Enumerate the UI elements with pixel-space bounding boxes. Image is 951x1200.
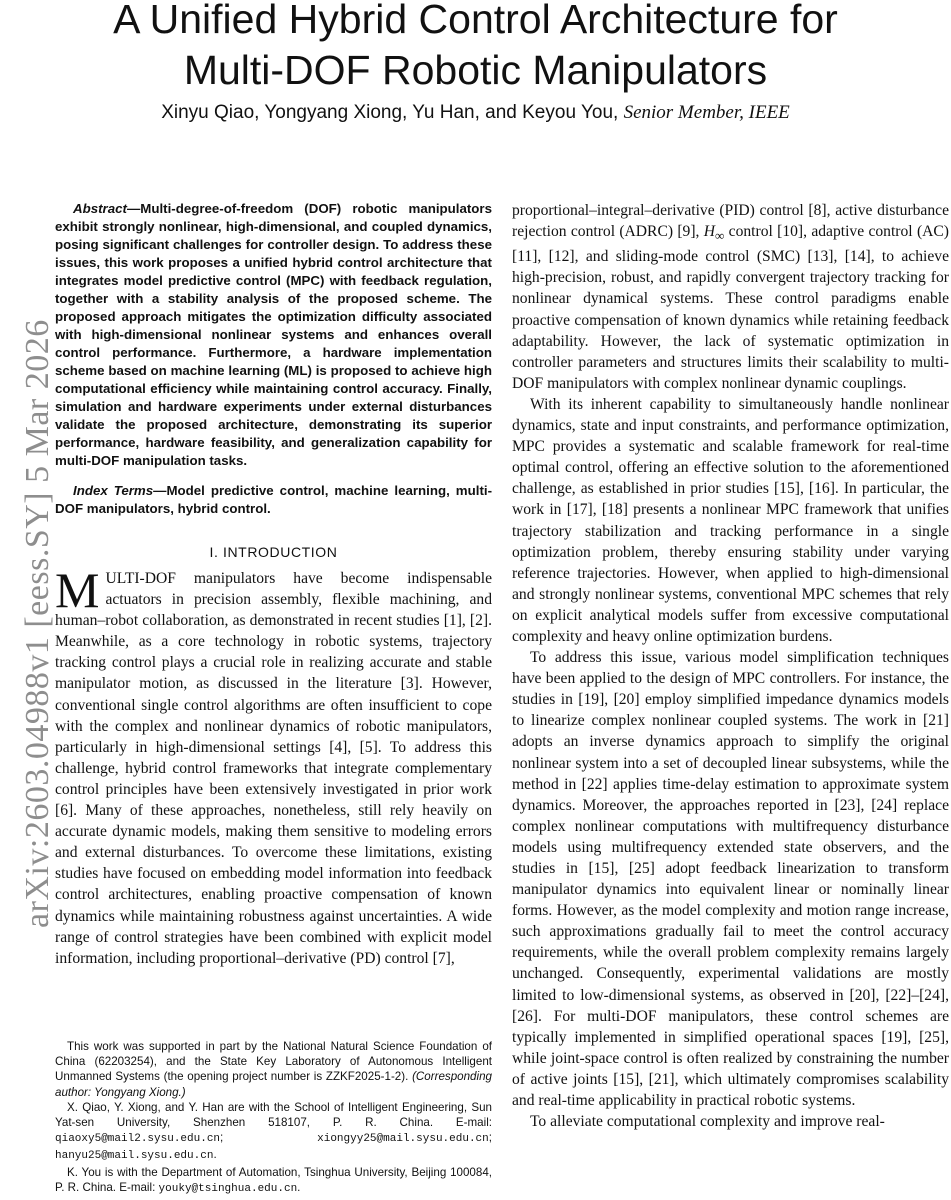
intro-p1-cont-b: control [10], adaptive control (AC) [11], [12], and sliding-mode control (SMC) [13], [14], to achieve high-precision, robust, and rapidly convergent trajectory tracking for nonlinear dynamical systems. These control paradigms enable proactive compensation of known dynamics while retaining feedback adaptability. However, the lack of systematic optimization in controller parameters and structures limits their scalability to multi-DOF manipulators with complex nonlinear dynamic couplings.	[512, 223, 949, 392]
arxiv-identifier: arXiv:2603.04988v1 [eess.SY] 5 Mar 2026	[19, 319, 56, 928]
paper-title	[0, 0, 951, 96]
email-link-qiao[interactable]: qiaoxy5@mail2.sysu.edu.cn	[55, 1133, 221, 1146]
section-heading-introduction: I. INTRODUCTION	[209, 544, 338, 560]
footnote-affiliation-tsinghua-text: K. You is with the Department of Automation, Tsinghua University, Beijing 100084, P. R. China. E-mail:	[55, 1165, 492, 1194]
title-line-2: Multi-DOF Robotic Manipulators	[183, 47, 768, 93]
intro-paragraph-1-continued	[512, 200, 949, 394]
drop-cap: M	[55, 562, 100, 618]
footnote-affiliation-sysu	[55, 1100, 492, 1165]
h-infinity-subscript: ∞	[715, 228, 725, 244]
email-link-xiong[interactable]: xiongyy25@mail.sysu.edu.cn	[317, 1133, 489, 1146]
author-rank: Senior Member, IEEE	[623, 102, 790, 123]
h-infinity-symbol: H	[703, 223, 716, 241]
intro-paragraph-4: To alleviate computational complexity and improve real-	[530, 1113, 885, 1131]
intro-paragraph-2: With its inherent capability to simultaneously handle nonlinear dynamics, state and input constraints, and performance optimization, MPC provides a systematic and scalable framework for real-time optimal control, offering an effective solution to the aforementioned challenge, as established in prior studies [15], [16]. In particular, the work in [17], [18] presents a nonlinear MPC framework that unifies trajectory stabilization and tracking performance in a single optimization problem, thereby ensuring stability under varying reference trajectories. However, when applied to high-dimensional and strongly nonlinear systems, conventional MPC schemes that rely on explicit analytical models suffer from excessive computational complexity and heavy online optimization burdens.	[512, 395, 949, 645]
intro-paragraph-1	[55, 562, 492, 969]
abstract-label: Abstract	[73, 201, 127, 216]
index-terms-label: Index Terms	[73, 483, 154, 498]
corresponding-author-note: (Corresponding author: Yongyang Xiong.)	[55, 1070, 492, 1099]
email-separator-2: ;	[488, 1131, 492, 1145]
intro-paragraph-3: To address this issue, various model simplification techniques have been applied to the design of MPC controllers. For instance, the studies in [19], [20] employ simplified impedance dynamics models to linearize complex nonlinear coupled systems. The work in [21] adopts an inverse dynamics approach to simplify the original nonlinear system into a set of decoupled linear subsystems, while the method in [22] applies time-delay estimation to approximate system dynamics. Moreover, the approaches reported in [23], [24] replace complex nonlinear computations with multifrequency disturbance models using multifrequency extended state observers, and the studies in [15], [25] adopt feedback linearization to transform manipulator dynamics into equivalent linear or nominally linear forms. However, as the model complexity and motion range increase, such approximations gradually fail to meet the control accuracy requirements, while the overall problem complexity remains largely unchanged. Consequently, experimental validations are mostly limited to low-dimensional systems, as observed in [20], [22]–[24], [26]. For multi-DOF manipulators, these control schemes are typically implemented in simplified operational spaces [19], [25], while joint-space control is often realized by constraining the number of active joints [15], [21], which ultimately compromises scalability and real-time applicability in practical robotic systems.	[512, 649, 949, 1110]
email-link-you[interactable]: youky@tsinghua.edu.cn	[158, 1182, 298, 1195]
abstract	[55, 200, 492, 470]
left-column	[55, 200, 492, 969]
footnote-affiliation-sysu-text: X. Qiao, Y. Xiong, and Y. Han are with the School of Intelligent Engineering, Sun Yat-sen University, Shenzhen 518107, P. R. China. E-mail:	[55, 1100, 492, 1130]
index-terms	[55, 482, 492, 518]
author-list	[0, 100, 951, 126]
footnote-funding-text: This work was supported in part by the National Natural Science Foundation of China (62203254), and the State Key Laboratory of Autonomous Intelligent Unmanned Systems (the opening project number is ZZKF2025-1-2).	[55, 1040, 492, 1084]
intro-paragraph-1-text: ULTI-DOF manipulators have become indispensable actuators in precision assembly, flexible machining, and human–robot collaboration, as demonstrated in recent studies [1], [2]. Meanwhile, as a core technology in robotic systems, trajectory tracking control plays a crucial role in realizing accurate and stable manipulator motion, as discussed in the literature [3]. However, conventional single control algorithms are often insufficient to cope with the complex and nonlinear dynamics of robotic manipulators, particularly in high-dimensional settings [4], [5]. To address this challenge, hybrid control frameworks that integrate complementary control principles have been extensively investigated in prior work [6]. Many of these approaches, nonetheless, still rely heavily on accurate dynamic models, making them sensitive to modeling errors and external disturbances. To overcome these limitations, existing studies have focused on embedding model information into feedback control architectures, enabling proactive compensation of known dynamics while maintaining robustness against uncertainties. A wide range of control strategies have been combined with explicit model information, including proportional–derivative (PD) control [7],	[55, 570, 492, 967]
email-end-1: .	[213, 1148, 217, 1162]
right-column	[512, 200, 949, 1132]
email-end-2: .	[297, 1180, 301, 1194]
title-line-1: A Unified Hybrid Control Architecture for	[113, 0, 838, 42]
author-names: Xinyu Qiao, Yongyang Xiong, Yu Han, and Keyou You,	[161, 102, 619, 123]
email-link-han[interactable]: hanyu25@mail.sysu.edu.cn	[55, 1150, 214, 1163]
abstract-text: —Multi-degree-of-freedom (DOF) robotic manipulators exhibit strongly nonlinear, high-dimensional, and coupled dynamics, posing significant challenges for controller design. To address these issues, this work proposes a unified hybrid control architecture that integrates model predictive control (MPC) with feedback regulation, together with a stability analysis of the proposed scheme. The proposed approach mitigates the optimization difficulty associated with high-dimensional nonlinear systems and enhances overall control performance. Furthermore, a hardware implementation scheme based on machine learning (ML) is proposed to achieve high computational efficiency while maintaining control accuracy. Finally, simulation and hardware experiments under external disturbances validate the proposed architecture, demonstrating its superior performance, hardware feasibility, and generalization capability for multi-DOF manipulation tasks.	[55, 201, 492, 468]
index-terms-text: —Model predictive control, machine learning, multi-DOF manipulators, hybrid control.	[55, 483, 492, 516]
intro-p1-cont-a: proportional–integral–derivative (PID) control [8], active disturbance rejection control (ADRC) [9],	[512, 202, 949, 241]
footnote-affiliation-tsinghua	[55, 1165, 492, 1197]
footnote-funding	[55, 1039, 492, 1100]
footnotes	[55, 1039, 492, 1197]
email-separator-1: ;	[220, 1131, 224, 1145]
